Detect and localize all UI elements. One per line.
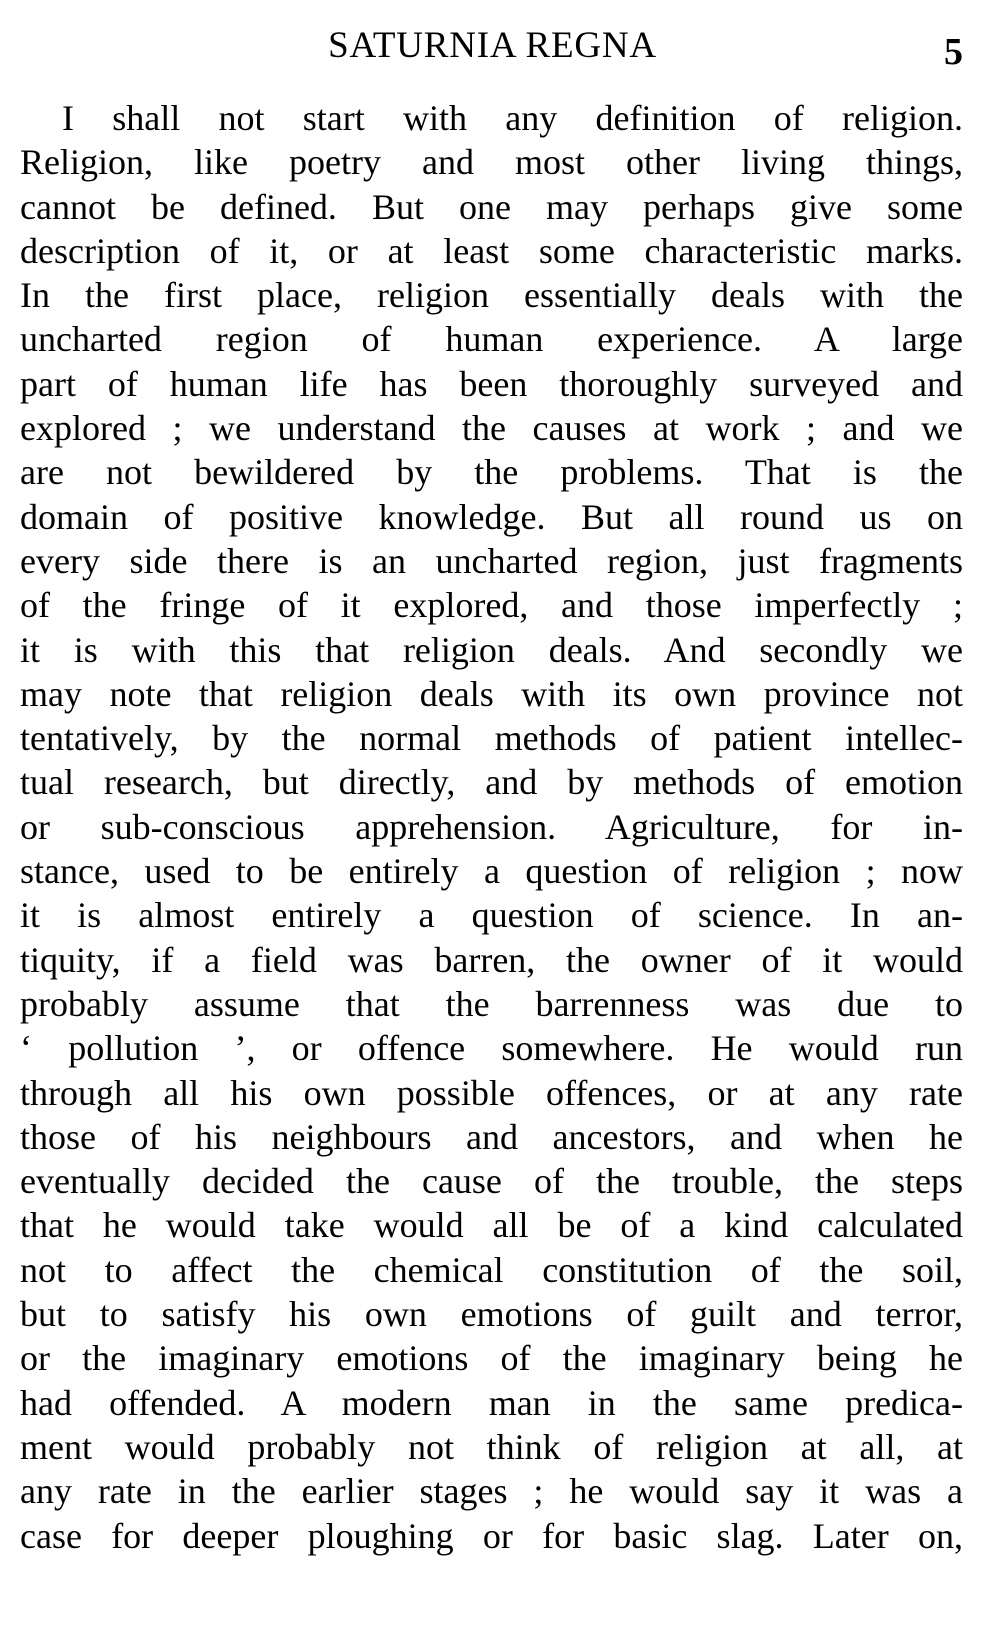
text-line: or sub-conscious apprehension. Agriculture, for in- xyxy=(20,806,963,847)
text-line: it is with this that religion deals. And secondly we xyxy=(20,629,963,670)
text-line: through all his own possible offences, or at any rate xyxy=(20,1072,963,1113)
text-line: tentatively, by the normal methods of patient intellec- xyxy=(20,718,963,759)
text-line: In the first place, religion essentially deals with the xyxy=(20,275,963,316)
text-line: probably assume that the barrenness was due to xyxy=(20,983,963,1024)
text-line: had offended. A modern man in the same predica- xyxy=(20,1382,963,1423)
text-line: not to affect the chemical constitution of the soil, xyxy=(20,1249,963,1290)
text-line: I shall not start with any definition of religion. xyxy=(62,98,963,138)
text-line: domain of positive knowledge. But all round us on xyxy=(20,496,963,537)
text-line: cannot be defined. But one may perhaps give some xyxy=(20,186,963,227)
text-line: that he would take would all be of a kind calculated xyxy=(20,1205,963,1246)
text-line: every side there is an uncharted region, just fragments xyxy=(20,540,963,581)
text-line: Religion, like poetry and most other living things, xyxy=(20,142,963,183)
text-line: are not bewildered by the problems. That is the xyxy=(20,452,963,493)
text-line: those of his neighbours and ancestors, and when he xyxy=(20,1116,963,1157)
page-number: 5 xyxy=(944,31,963,73)
text-line: eventually decided the cause of the trouble, the steps xyxy=(20,1161,963,1202)
text-line: any rate in the earlier stages ; he would say it was a xyxy=(20,1471,963,1512)
body-text xyxy=(20,96,963,1558)
text-line: or the imaginary emotions of the imaginary being he xyxy=(20,1338,963,1379)
text-line: ‘ pollution ’, or offence somewhere. He would run xyxy=(20,1028,963,1069)
running-title: SATURNIA REGNA xyxy=(328,25,657,66)
text-line: tiquity, if a field was barren, the owner of it would xyxy=(20,939,963,980)
text-line: part of human life has been thoroughly surveyed and xyxy=(20,363,963,404)
text-line: tual research, but directly, and by methods of emotion xyxy=(20,762,963,803)
text-line: uncharted region of human experience. A large xyxy=(20,319,963,360)
text-line: of the fringe of it explored, and those imperfectly ; xyxy=(20,585,963,626)
text-line: case for deeper ploughing or for basic slag. Later on, xyxy=(20,1515,963,1556)
text-line: stance, used to be entirely a question of religion ; now xyxy=(20,851,963,892)
text-line: ment would probably not think of religion at all, at xyxy=(20,1426,963,1467)
text-line: may note that religion deals with its own province not xyxy=(20,673,963,714)
page-header xyxy=(0,16,985,76)
text-line: but to satisfy his own emotions of guilt and terror, xyxy=(20,1294,963,1335)
text-line: explored ; we understand the causes at work ; and we xyxy=(20,408,963,449)
text-line: description of it, or at least some characteristic marks. xyxy=(20,230,963,271)
text-line: it is almost entirely a question of science. In an- xyxy=(20,895,963,936)
